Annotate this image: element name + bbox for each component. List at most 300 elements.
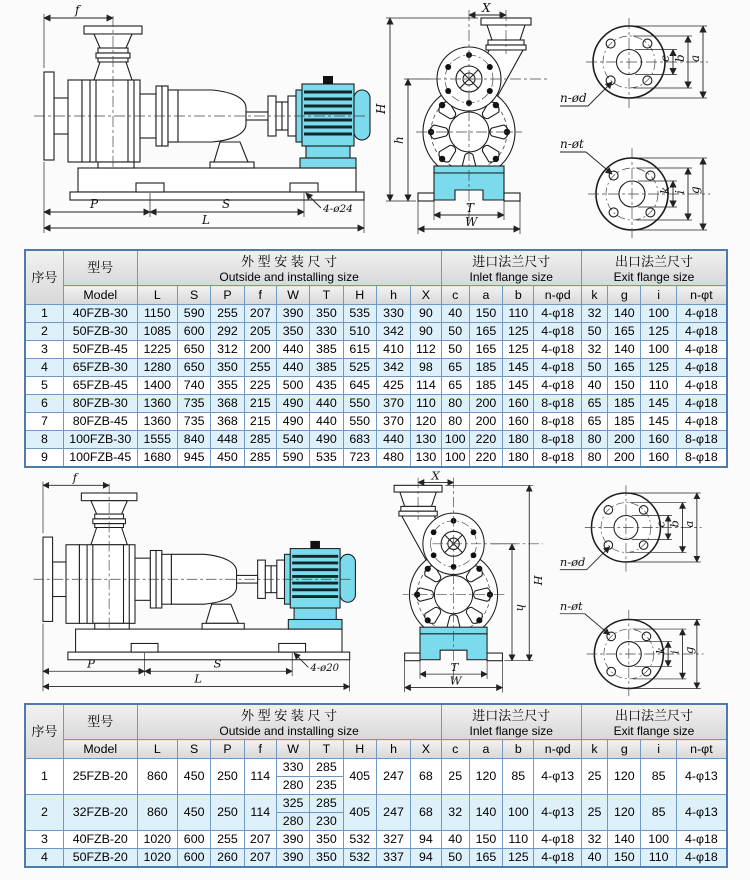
col-header-k: k [581, 286, 607, 305]
table-cell: 85 [641, 795, 676, 831]
dim-label-H: H [531, 575, 545, 586]
col-header-g: g [608, 286, 641, 305]
table-cell: 100 [441, 449, 469, 468]
table-cell: 4-φ18 [676, 305, 727, 323]
table-row [25, 359, 727, 377]
col-header-model-en: Model [63, 286, 137, 305]
dim-label-p: P [87, 656, 95, 671]
table-cell: 65FZB-45 [63, 377, 137, 395]
table-cell: 165 [608, 323, 641, 341]
dim-label-c: c [653, 521, 668, 528]
table-cell: 2 [25, 323, 63, 341]
exit-en-label: Exit flange size [613, 723, 695, 738]
table-cell: 50 [441, 323, 469, 341]
table-cell: 4-φ13 [676, 759, 727, 795]
table-cell: 140 [608, 341, 641, 359]
table-cell: 114 [244, 759, 276, 795]
col-header-i: i [641, 740, 676, 759]
table-cell: 255 [244, 359, 276, 377]
table-row [25, 795, 727, 813]
table-cell: 100FZB-30 [63, 431, 137, 449]
table-cell: 145 [503, 377, 534, 395]
dim-label-p: P [90, 197, 99, 211]
table-cell: 110 [503, 831, 534, 849]
table-cell: 390 [276, 305, 309, 323]
col-header-P: P [211, 286, 244, 305]
col-header-W: W [276, 740, 309, 759]
col-header-serial [25, 704, 63, 759]
table-cell: 100FZB-45 [63, 449, 137, 468]
table-cell: 80FZB-30 [63, 395, 137, 413]
dim-label-a: a [682, 520, 697, 528]
table-cell: 140 [469, 795, 502, 831]
label-n-bolt-t: n-øt [559, 598, 583, 613]
table-cell: 8-φ18 [676, 449, 727, 468]
table-cell: 8-φ18 [534, 449, 581, 468]
table-cell: 6 [25, 395, 63, 413]
table-cell: 145 [641, 395, 676, 413]
table-cell: 4-φ18 [676, 359, 727, 377]
col-group-outside [137, 250, 441, 286]
table-cell: 285 [310, 795, 343, 813]
col-header-b: b [503, 286, 534, 305]
dim-label-f: f [72, 470, 77, 485]
table-cell: 98 [411, 359, 441, 377]
table-cell: 80 [581, 431, 607, 449]
table-cell: 4-φ18 [534, 341, 581, 359]
pump-side-parts [43, 493, 355, 660]
model-cn-label: 型号 [87, 260, 114, 275]
table-cell: 840 [177, 431, 210, 449]
table-cell: 165 [469, 323, 502, 341]
col-header-H: H [343, 286, 376, 305]
table-cell: 150 [608, 849, 641, 868]
table-cell: 150 [469, 831, 502, 849]
table-cell: 4-φ18 [676, 413, 727, 431]
col-group-exit [581, 704, 727, 740]
col-header-S: S [177, 740, 210, 759]
table-cell: 405 [343, 759, 376, 795]
outside-cn-label: 外 型 安 装 尺 寸 [241, 707, 338, 723]
table-cell: 600 [177, 323, 210, 341]
table-row [25, 449, 727, 468]
table-cell: 1020 [137, 849, 177, 868]
dim-label-g: g [688, 186, 702, 194]
table-cell: 80 [441, 413, 469, 431]
table-cell: 735 [177, 395, 210, 413]
table-cell: 110 [503, 305, 534, 323]
col-group-exit [581, 250, 727, 286]
table-cell: 110 [411, 395, 441, 413]
col-header-L: L [137, 740, 177, 759]
table-cell: 330 [310, 323, 343, 341]
table-row [25, 323, 727, 341]
table-cell: 185 [469, 377, 502, 395]
table-cell: 120 [608, 795, 641, 831]
dim-label-i: i [673, 190, 687, 194]
callout-bolt-holes: 4-ø20 [310, 663, 339, 675]
table-cell: 200 [244, 341, 276, 359]
table-cell: 1 [25, 305, 63, 323]
flange-views-1 [556, 2, 750, 242]
dim-label-s: S [222, 197, 231, 211]
table-cell: 32 [581, 341, 607, 359]
table-cell: 330 [276, 759, 309, 777]
table-cell: 80 [441, 395, 469, 413]
table-cell: 110 [641, 377, 676, 395]
table-cell: 4-φ18 [676, 395, 727, 413]
table-cell: 50 [441, 849, 469, 868]
table-cell: 215 [244, 395, 276, 413]
serial-label: 序号 [31, 723, 58, 739]
table-cell: 510 [343, 323, 376, 341]
table-cell: 90 [411, 323, 441, 341]
table-cell: 100 [441, 431, 469, 449]
table-cell: 385 [310, 359, 343, 377]
table-cell: 540 [276, 431, 309, 449]
table-cell: 4-φ18 [534, 377, 581, 395]
serial-label: 序号 [31, 269, 58, 285]
table-cell: 125 [503, 849, 534, 868]
table-cell: 68 [411, 795, 441, 831]
table-cell: 200 [469, 413, 502, 431]
col-header-X: X [411, 740, 441, 759]
table-row [25, 341, 727, 359]
table-cell: 50 [581, 359, 607, 377]
table-cell: 125 [503, 341, 534, 359]
table-cell: 110 [641, 849, 676, 868]
table-cell: 1360 [137, 413, 177, 431]
table-cell: 500 [276, 377, 309, 395]
table-cell: 4-φ18 [534, 359, 581, 377]
table-row [25, 849, 727, 868]
table-cell: 945 [177, 449, 210, 468]
table-cell: 425 [376, 377, 410, 395]
pump-front-parts-mirrored [394, 478, 504, 683]
inlet-cn-label: 进口法兰尺寸 [472, 253, 551, 269]
col-header-L: L [137, 286, 177, 305]
table-cell: 350 [310, 849, 343, 868]
table-cell: 350 [276, 323, 309, 341]
table-cell: 325 [276, 795, 309, 813]
outside-en-label: Outside and installing size [219, 269, 359, 284]
table-cell: 312 [211, 341, 244, 359]
inlet-en-label: Inlet flange size [469, 723, 553, 738]
dim-label-b: b [667, 520, 682, 528]
table-cell: 112 [411, 341, 441, 359]
table-cell: 327 [376, 831, 410, 849]
table-cell: 4-φ18 [676, 849, 727, 868]
table-cell: 65 [441, 377, 469, 395]
table-cell: 8-φ18 [534, 413, 581, 431]
table-cell: 4-φ18 [534, 305, 581, 323]
table-cell: 4-φ18 [534, 831, 581, 849]
table-cell: 40FZB-30 [63, 305, 137, 323]
col-group-inlet [441, 250, 581, 286]
outside-cn-label: 外 型 安 装 尺 寸 [241, 253, 338, 269]
label-n-bolt-t: n-øt [560, 137, 584, 151]
dim-label-h: h [513, 604, 528, 612]
motor [296, 76, 370, 168]
col-header-model-cn [63, 704, 137, 740]
exit-flange-view [560, 599, 704, 696]
table-cell: 185 [608, 395, 641, 413]
table-cell: 342 [376, 359, 410, 377]
table-cell: 342 [376, 323, 410, 341]
table-cell: 683 [343, 431, 376, 449]
dim-label-a: a [688, 54, 702, 62]
table-cell: 100 [503, 795, 534, 831]
table-cell: 1150 [137, 305, 177, 323]
table-cell: 4-φ18 [534, 849, 581, 868]
table-cell: 40 [441, 831, 469, 849]
table-cell: 4 [25, 849, 63, 868]
table-cell: 490 [310, 431, 343, 449]
col-header-b: b [503, 740, 534, 759]
dim-label-h: h [392, 136, 406, 144]
table-cell: 25 [581, 795, 607, 831]
table-fzb-30-45 [24, 249, 728, 468]
col-header-model-en: Model [63, 740, 137, 759]
table-cell: 165 [469, 849, 502, 868]
table-cell: 180 [503, 449, 534, 468]
table-cell: 100 [641, 305, 676, 323]
table-cell: 440 [276, 359, 309, 377]
table-cell: 80 [581, 449, 607, 468]
table-cell: 440 [376, 431, 410, 449]
table-cell: 1680 [137, 449, 177, 468]
table-cell: 185 [608, 413, 641, 431]
exit-cn-label: 出口法兰尺寸 [614, 707, 693, 723]
table-cell: 292 [211, 323, 244, 341]
table-cell: 4-φ13 [534, 759, 581, 795]
col-group-outside [137, 704, 441, 740]
table-cell: 200 [608, 449, 641, 468]
label-n-bolt-d: n-ød [559, 554, 586, 569]
table-cell: 114 [244, 795, 276, 831]
dim-label-w: W [449, 673, 462, 688]
table-cell: 590 [276, 449, 309, 468]
table-cell: 4-φ18 [676, 323, 727, 341]
col-header-n-phi-d: n-φd [534, 286, 581, 305]
table-cell: 740 [177, 377, 210, 395]
table-cell: 94 [411, 849, 441, 868]
table-cell: 225 [244, 377, 276, 395]
pump-front-view-2 [374, 470, 545, 700]
table-cell: 40 [581, 377, 607, 395]
table-row [25, 395, 727, 413]
col-header-T: T [310, 740, 343, 759]
table-cell: 32 [581, 831, 607, 849]
col-header-model-cn [63, 250, 137, 286]
table-cell: 4-φ13 [676, 795, 727, 831]
table-cell: 1400 [137, 377, 177, 395]
table-cell: 25 [581, 759, 607, 795]
table-cell: 85 [641, 759, 676, 795]
table-cell: 5 [25, 377, 63, 395]
col-header-h: h [376, 740, 410, 759]
table-cell: 145 [503, 359, 534, 377]
dim-label-s: S [213, 656, 222, 671]
table-cell: 440 [310, 395, 343, 413]
table-row [25, 431, 727, 449]
col-header-a: a [469, 286, 502, 305]
table-cell: 200 [469, 395, 502, 413]
table-cell: 535 [310, 449, 343, 468]
table-cell: 440 [310, 413, 343, 431]
table-cell: 255 [211, 831, 244, 849]
dimension-table-1 [24, 249, 728, 468]
table-cell: 65 [581, 413, 607, 431]
dim-label-g: g [682, 646, 697, 654]
table-cell: 125 [641, 359, 676, 377]
col-header-a: a [469, 740, 502, 759]
col-header-g: g [608, 740, 641, 759]
table-cell: 490 [276, 413, 309, 431]
table-cell: 1085 [137, 323, 177, 341]
table-cell: 7 [25, 413, 63, 431]
table-cell: 40 [441, 305, 469, 323]
table-row [25, 759, 727, 777]
table-cell: 600 [177, 849, 210, 868]
table-cell: 390 [276, 831, 309, 849]
dim-label-c: c [658, 55, 672, 62]
table-cell: 525 [343, 359, 376, 377]
table-cell: 90 [411, 305, 441, 323]
table-cell: 4-φ18 [676, 341, 727, 359]
table-cell: 448 [211, 431, 244, 449]
table-cell: 390 [276, 849, 309, 868]
table-row [25, 305, 727, 323]
dim-label-t: T [466, 201, 475, 215]
table-cell: 140 [608, 305, 641, 323]
table-cell: 860 [137, 795, 177, 831]
col-header-P: P [211, 740, 244, 759]
table-cell: 220 [469, 431, 502, 449]
table-cell: 25FZB-20 [63, 759, 137, 795]
table-cell: 260 [211, 849, 244, 868]
table-cell: 532 [343, 831, 376, 849]
pump-front-parts [418, 18, 531, 201]
table-cell: 405 [343, 795, 376, 831]
table-cell: 25 [441, 759, 469, 795]
dimension-table-2 [24, 703, 728, 868]
col-header-T: T [310, 286, 343, 305]
exit-cn-label: 出口法兰尺寸 [614, 253, 693, 269]
col-header-f: f [244, 740, 276, 759]
motor [285, 541, 356, 629]
table-cell: 615 [343, 341, 376, 359]
dim-label-b: b [673, 54, 687, 62]
table-cell: 280 [276, 813, 309, 831]
table-cell: 4-φ13 [534, 795, 581, 831]
table-cell: 4-φ18 [534, 323, 581, 341]
table-cell: 235 [310, 777, 343, 795]
col-header-n-phi-t: n-φt [676, 286, 727, 305]
table-cell: 450 [177, 795, 210, 831]
table-cell: 285 [244, 449, 276, 468]
table-cell: 3 [25, 341, 63, 359]
table-cell: 450 [211, 449, 244, 468]
table-cell: 350 [211, 359, 244, 377]
table-cell: 480 [376, 449, 410, 468]
table-cell: 285 [310, 759, 343, 777]
table-cell: 650 [177, 359, 210, 377]
table-cell: 140 [608, 831, 641, 849]
table-cell: 1225 [137, 341, 177, 359]
table-cell: 550 [343, 395, 376, 413]
table-cell: 350 [310, 831, 343, 849]
table-cell: 32 [441, 795, 469, 831]
table-cell: 40FZB-20 [63, 831, 137, 849]
table-row [25, 377, 727, 395]
table-cell: 180 [503, 431, 534, 449]
table-cell: 130 [411, 449, 441, 468]
table-row [25, 413, 727, 431]
table-cell: 8-φ18 [534, 395, 581, 413]
table-cell: 3 [25, 831, 63, 849]
table-cell: 207 [244, 831, 276, 849]
exit-flange-view [560, 137, 710, 238]
table-cell: 645 [343, 377, 376, 395]
table-cell: 160 [641, 431, 676, 449]
table-cell: 255 [211, 305, 244, 323]
table-cell: 368 [211, 395, 244, 413]
exit-en-label: Exit flange size [613, 269, 695, 284]
pump-side-view-2 [20, 470, 358, 700]
col-header-W: W [276, 286, 309, 305]
col-header-k: k [581, 740, 607, 759]
table-cell: 120 [411, 413, 441, 431]
table-cell: 160 [503, 413, 534, 431]
table-cell: 370 [376, 413, 410, 431]
table-cell: 185 [469, 359, 502, 377]
dim-label-f: f [75, 3, 80, 17]
table-cell: 114 [411, 377, 441, 395]
dim-label-x: X [482, 2, 491, 15]
table-cell: 650 [177, 341, 210, 359]
table-cell: 50FZB-45 [63, 341, 137, 359]
dim-label-i: i [667, 650, 682, 654]
table-cell: 860 [137, 759, 177, 795]
table-cell: 125 [503, 323, 534, 341]
col-header-c: c [441, 286, 469, 305]
table-cell: 250 [211, 795, 244, 831]
table-cell: 65 [441, 359, 469, 377]
table-fzb-20 [24, 703, 728, 868]
table-cell: 1360 [137, 395, 177, 413]
table-cell: 100 [641, 341, 676, 359]
table-cell: 40 [581, 849, 607, 868]
table-cell: 200 [608, 431, 641, 449]
table-cell: 247 [376, 759, 410, 795]
callout-bolt-holes: 4-ø24 [323, 203, 353, 215]
inlet-en-label: Inlet flange size [469, 269, 553, 284]
table-cell: 450 [177, 759, 210, 795]
table-cell: 32 [581, 305, 607, 323]
table-cell: 368 [211, 413, 244, 431]
dim-label-k: k [653, 647, 668, 654]
table-cell: 230 [310, 813, 343, 831]
table-cell: 600 [177, 831, 210, 849]
table-cell: 1 [25, 759, 63, 795]
outside-en-label: Outside and installing size [219, 723, 359, 738]
table-cell: 330 [376, 305, 410, 323]
table-cell: 337 [376, 849, 410, 868]
pump-side-view-1 [20, 2, 372, 242]
table-cell: 440 [276, 341, 309, 359]
col-header-c: c [441, 740, 469, 759]
